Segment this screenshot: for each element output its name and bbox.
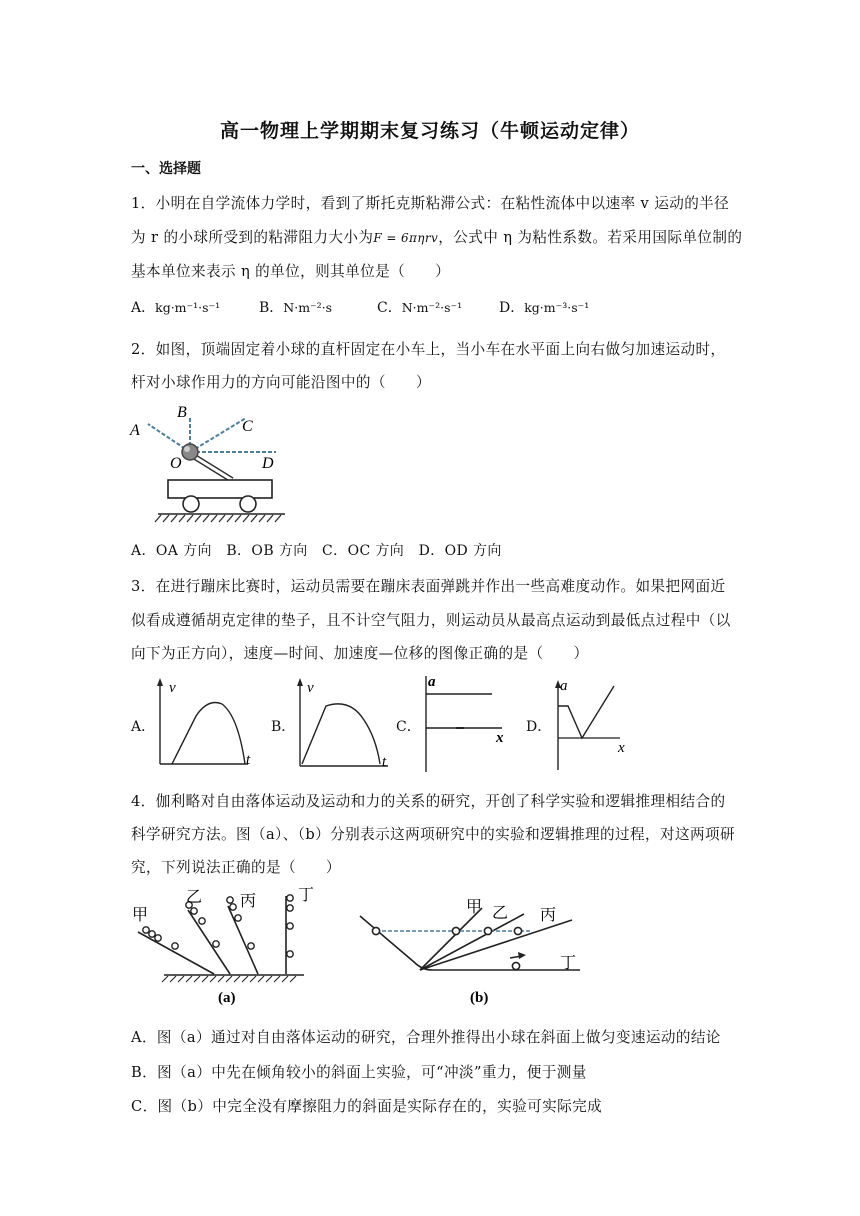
fig-a-caption: (a) <box>218 990 236 1006</box>
graph-b-t: t <box>382 754 387 770</box>
q1-option-b[interactable]: B．N·m⁻²·s <box>259 300 333 316</box>
q3-option-a-label[interactable]: A． <box>131 719 156 735</box>
q1-line3: 基本单位来表示 η 的单位，则其单位是（ ） <box>131 263 451 280</box>
q3-graph-a <box>150 676 258 772</box>
graph-b-v: v <box>307 680 314 696</box>
graph-a-v: v <box>169 680 176 696</box>
fig-b-yi: 乙 <box>492 905 509 922</box>
fig-b-caption: (b) <box>470 990 489 1006</box>
q3-line1: 3．在进行蹦床比赛时，运动员需要在蹦床表面弹跳并作出一些高难度动作。如果把网面近 <box>131 578 726 595</box>
q1-option-a[interactable]: A．kg·m⁻¹·s⁻¹ <box>131 300 221 316</box>
label-c: C <box>242 418 253 435</box>
label-d: D <box>262 455 274 472</box>
q2-line2: 杆对小球作用力的方向可能沿图中的（ ） <box>131 374 431 391</box>
page-title: 高一物理上学期期末复习练习（牛顿运动定律） <box>219 120 640 142</box>
fig-a-ding: 丁 <box>298 887 315 904</box>
fig-b-jia: 甲 <box>466 899 483 916</box>
q3-option-b-label[interactable]: B． <box>271 719 296 735</box>
q4-figure-b <box>354 884 594 1008</box>
q2-options[interactable]: A．OA 方向 B．OB 方向 C．OC 方向 D．OD 方向 <box>131 543 502 559</box>
graph-c-a: a <box>428 674 436 690</box>
q4-option-c[interactable]: C．图（b）中完全没有摩擦阻力的斜面是实际存在的，实验可实际完成 <box>131 1098 603 1115</box>
q4-option-b[interactable]: B．图（a）中先在倾角较小的斜面上实验，可“冲淡”重力，便于测量 <box>131 1064 587 1081</box>
q3-option-c-label[interactable]: C． <box>396 719 421 735</box>
q1-option-d[interactable]: D．kg·m⁻³·s⁻¹ <box>499 300 590 316</box>
fig-b-ding: 丁 <box>560 955 577 972</box>
q1-formula: F = 6πηrv <box>373 231 439 245</box>
q1-option-c[interactable]: C．N·m⁻²·s⁻¹ <box>377 300 463 316</box>
q3-line2: 似看成遵循胡克定律的垫子，且不计空气阻力，则运动员从最高点运动到最低点过程中（以 <box>131 612 731 629</box>
q3-option-d-label[interactable]: D． <box>526 719 552 735</box>
q3-graph-c <box>414 672 522 776</box>
graph-c-x: x <box>496 730 504 746</box>
q4-line3: 究，下列说法正确的是（ ） <box>131 859 341 876</box>
label-a: A <box>130 422 140 439</box>
q2-line1: 2．如图，顶端固定着小球的直杆固定在小车上，当小车在水平面上向右做匀加速运动时， <box>131 341 726 358</box>
q3-line3: 向下为正方向），速度—时间、加速度—位移的图像正确的是（ ） <box>131 645 589 662</box>
q4-line1: 4．伽利略对自由落体运动及运动和力的关系的研究，开创了科学实验和逻辑推理相结合的 <box>131 793 726 810</box>
graph-d-x: x <box>618 740 625 756</box>
section-heading: 一、选择题 <box>131 161 201 177</box>
label-o: O <box>170 455 182 472</box>
label-b: B <box>177 404 187 421</box>
q4-option-a[interactable]: A．图（a）通过对自由落体运动的研究，合理外推得出小球在斜面上做匀变速运动的结论 <box>131 1029 721 1046</box>
fig-a-yi: 乙 <box>186 889 203 906</box>
q2-cart-figure <box>128 398 298 528</box>
q1-line2-b: ，公式中 η 为粘性系数。若采用国际单位制的 <box>438 229 743 246</box>
q3-graph-d <box>544 674 644 774</box>
q1-line2 <box>131 226 742 247</box>
fig-a-bing: 丙 <box>240 893 257 910</box>
q3-graph-b <box>290 676 398 772</box>
q1-line1: 1．小明在自学流体力学时，看到了斯托克斯粘滞公式：在粘性流体中以速率 v 运动的半径 <box>131 195 730 212</box>
q4-figure-a <box>128 884 328 1008</box>
q1-options <box>131 297 731 319</box>
graph-d-a: a <box>560 678 568 694</box>
fig-b-bing: 丙 <box>540 907 557 924</box>
fig-a-jia: 甲 <box>132 907 149 924</box>
q1-line2-a: 为 r 的小球所受到的粘滞阻力大小为 <box>131 229 374 246</box>
q4-line2: 科学研究方法。图（a）、（b）分别表示这两项研究中的实验和逻辑推理的过程，对这两项研 <box>131 826 735 843</box>
graph-a-t: t <box>246 752 251 768</box>
